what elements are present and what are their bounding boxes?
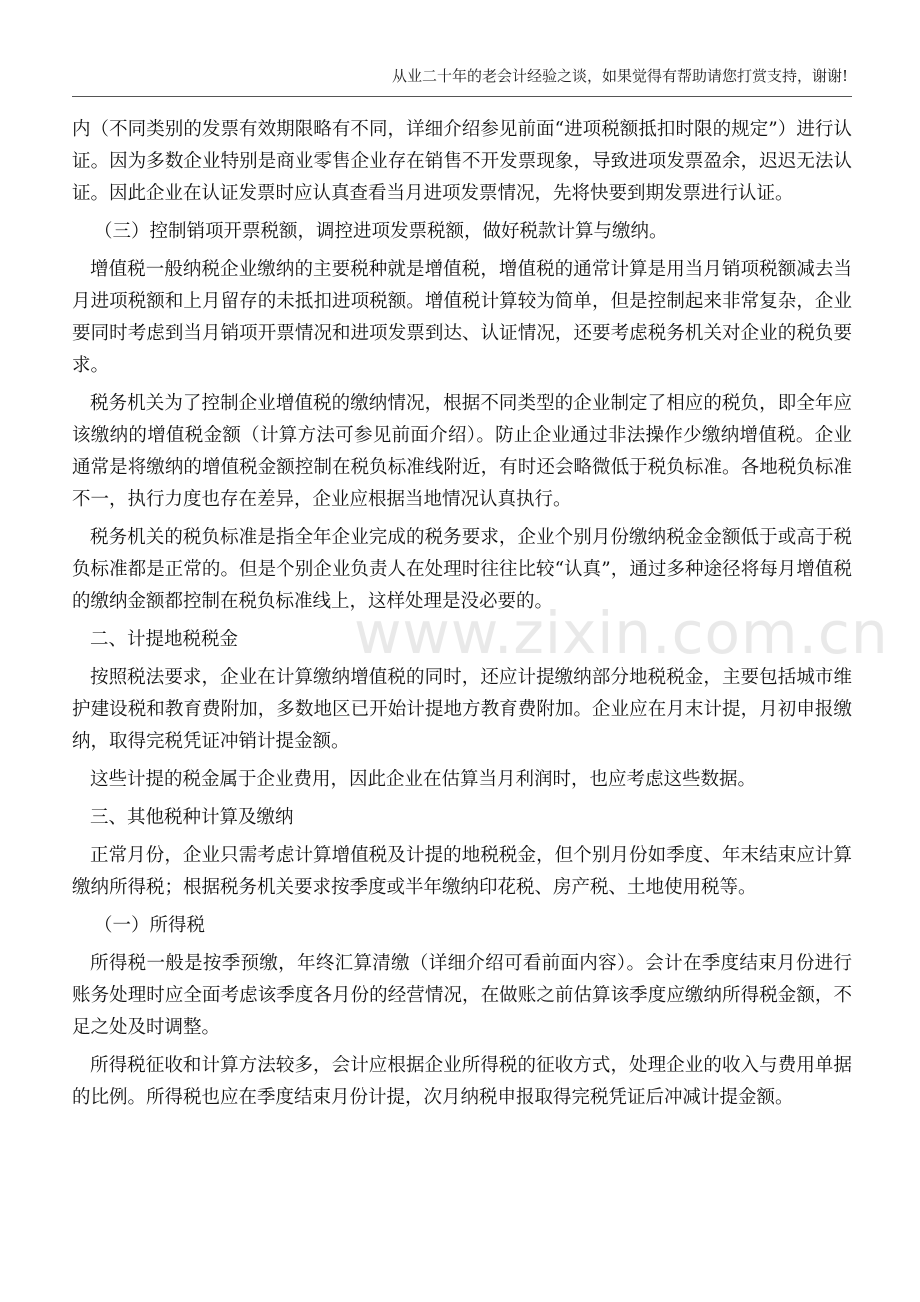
subsection-heading: （一）所得税 <box>94 915 206 936</box>
paragraph: 这些计提的税金属于企业费用，因此企业在估算当月利润时，也应考虑这些数据。 <box>90 769 757 790</box>
section-heading: 三、其他税种计算及缴纳 <box>90 807 294 828</box>
header-divider <box>72 96 852 97</box>
paragraph: 增值税一般纳税企业缴纳的主要税种就是增值税，增值税的通常计算是用当月销项税额减去当月进项税额和上月留存的未抵扣进项税额。增值税计算较为简单，但是控制起来非常复杂，企业要同时考虑到当月销项开票情况和进项发票到达、认证情况，还要考虑税务机关对企业的税负要求。 <box>72 259 852 376</box>
paragraph: 税务机关为了控制企业增值税的缴纳情况，根据不同类型的企业制定了相应的税负，即全年应该缴纳的增值税金额（计算方法可参见前面介绍）。防止企业通过非法操作少缴纳增值税。企业通常是将缴纳的增值税金额控制在税负标准线附近，有时还会略微低于税负标准。各地税负标准不一，执行力度也存在差异，企业应根据当地情况认真执行。 <box>72 393 852 510</box>
paragraph: 内（不同类别的发票有效期限略有不同，详细介绍参见前面“进项税额抵扣时限的规定”）进行认证。因为多数企业特别是商业零售企业存在销售不开发票现象，导致进项发票盈余，迟迟无法认证。因此企业在认证发票时应认真查看当月进项发票情况，先将快要到期发票进行认证。 <box>72 119 852 204</box>
paragraph: 正常月份，企业只需考虑计算增值税及计提的地税税金，但个别月份如季度、年末结束应计算缴纳所得税；根据税务机关要求按季度或半年缴纳印花税、房产税、土地使用税等。 <box>72 845 852 898</box>
header-note: 从业二十年的老会计经验之谈，如果觉得有帮助请您打赏支持，谢谢! <box>391 67 848 85</box>
section-heading: 二、计提地税税金 <box>90 629 239 650</box>
paragraph: 所得税一般是按季预缴，年终汇算清缴（详细介绍可看前面内容）。会计在季度结束月份进行账务处理时应全面考虑该季度各月份的经营情况，在做账之前估算该季度应缴纳所得税金额，不足之处及时调整。 <box>72 953 852 1038</box>
watermark: www.zixin.com.cn <box>354 599 889 667</box>
paragraph: 按照税法要求，企业在计算缴纳增值税的同时，还应计提缴纳部分地税税金，主要包括城市维护建设税和教育费附加，多数地区已开始计提地方教育费附加。企业应在月末计提，月初申报缴纳，取得完税凭证冲销计提金额。 <box>72 667 852 752</box>
paragraph: 所得税征收和计算方法较多，会计应根据企业所得税的征收方式，处理企业的收入与费用单据的比例。所得税也应在季度结束月份计提，次月纳税申报取得完税凭证后冲减计提金额。 <box>72 1055 852 1108</box>
document-body <box>72 114 852 1120</box>
paragraph: 税务机关的税负标准是指全年企业完成的税务要求，企业个别月份缴纳税金金额低于或高于税负标准都是正常的。但是个别企业负责人在处理时往往比较“认真”，通过多种途径将每月增值税的缴纳金额都控制在税负标准线上，这样处理是没必要的。 <box>72 527 852 612</box>
subsection-heading: （三）控制销项开票税额，调控进项发票税额，做好税款计算与缴纳。 <box>94 221 668 242</box>
